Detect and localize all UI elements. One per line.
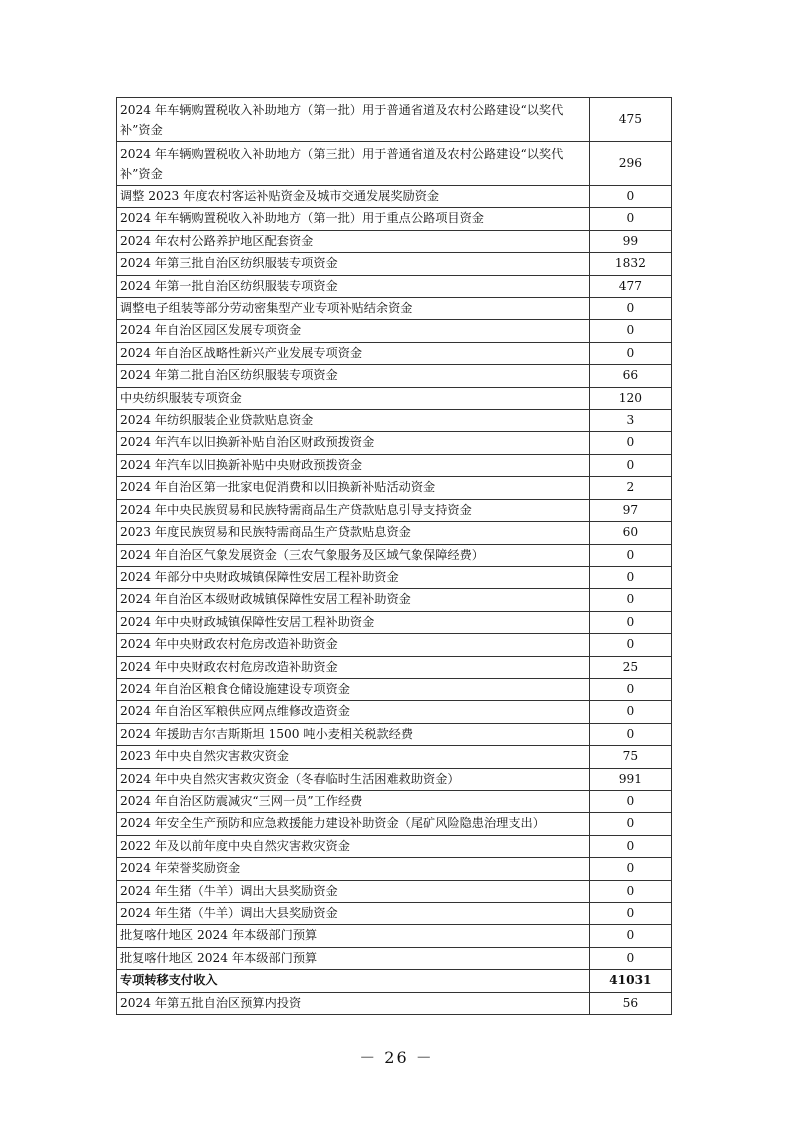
table-row [117,142,672,186]
item-name-cell: 2024 年安全生产预防和应急救援能力建设补助资金（尾矿风险隐患治理支出） [117,813,590,835]
table-row [117,275,672,297]
amount-cell: 0 [589,723,671,745]
table-row [117,589,672,611]
amount-cell: 296 [589,142,671,186]
item-name-cell: 2024 年生猪（牛羊）调出大县奖励资金 [117,903,590,925]
amount-cell: 0 [589,947,671,969]
item-name-cell: 2024 年中央财政农村危房改造补助资金 [117,656,590,678]
table-row [117,365,672,387]
amount-cell: 120 [589,387,671,409]
amount-cell: 41031 [589,970,671,992]
item-name-cell: 2024 年自治区军粮供应网点维修改造资金 [117,701,590,723]
table-row [117,790,672,812]
amount-cell: 0 [589,790,671,812]
item-name-cell: 2024 年纺织服装企业贷款贴息资金 [117,410,590,432]
item-name-cell: 2024 年生猪（牛羊）调出大县奖励资金 [117,880,590,902]
table-row [117,410,672,432]
item-name-cell: 2024 年车辆购置税收入补助地方（第三批）用于普通省道及农村公路建设“以奖代补”资金 [117,142,590,186]
item-name-cell: 调整电子组装等部分劳动密集型产业专项补贴结余资金 [117,298,590,320]
amount-cell: 75 [589,746,671,768]
amount-cell: 0 [589,454,671,476]
amount-cell: 0 [589,858,671,880]
item-name-cell: 2024 年自治区气象发展资金（三农气象服务及区域气象保障经费） [117,544,590,566]
table-row [117,701,672,723]
item-name-cell: 2024 年汽车以旧换新补贴中央财政预拨资金 [117,454,590,476]
table-row [117,298,672,320]
amount-cell: 0 [589,186,671,208]
table-row [117,387,672,409]
item-name-cell: 调整 2023 年度农村客运补贴资金及城市交通发展奖励资金 [117,186,590,208]
amount-cell: 25 [589,656,671,678]
amount-cell: 56 [589,992,671,1014]
table-row [117,992,672,1014]
table-row [117,98,672,142]
item-name-cell: 2024 年自治区防震减灾“三网一员”工作经费 [117,790,590,812]
table-row [117,880,672,902]
amount-cell: 99 [589,230,671,252]
item-name-cell: 2022 年及以前年度中央自然灾害救灾资金 [117,835,590,857]
item-name-cell: 2024 年援助吉尔吉斯斯坦 1500 吨小麦相关税款经费 [117,723,590,745]
amount-cell: 3 [589,410,671,432]
table-row [117,208,672,230]
table-row [117,253,672,275]
table-row [117,320,672,342]
amount-cell: 0 [589,611,671,633]
item-name-cell: 2024 年第五批自治区预算内投资 [117,992,590,1014]
item-name-cell: 专项转移支付收入 [117,970,590,992]
amount-cell: 0 [589,701,671,723]
table-row [117,723,672,745]
item-name-cell: 2024 年车辆购置税收入补助地方（第一批）用于重点公路项目资金 [117,208,590,230]
amount-cell: 0 [589,566,671,588]
table-row [117,678,672,700]
item-name-cell: 2023 年度民族贸易和民族特需商品生产贷款贴息资金 [117,522,590,544]
amount-cell: 0 [589,432,671,454]
table-row [117,454,672,476]
subtotal-row [117,970,672,992]
amount-cell: 0 [589,589,671,611]
amount-cell: 1832 [589,253,671,275]
amount-cell: 0 [589,678,671,700]
table-row [117,656,672,678]
budget-table-body [117,98,672,1015]
item-name-cell: 2024 年自治区园区发展专项资金 [117,320,590,342]
table-row [117,925,672,947]
amount-cell: 60 [589,522,671,544]
table-row [117,499,672,521]
item-name-cell: 2024 年自治区粮食仓储设施建设专项资金 [117,678,590,700]
item-name-cell: 2024 年自治区战略性新兴产业发展专项资金 [117,342,590,364]
item-name-cell: 2024 年车辆购置税收入补助地方（第一批）用于普通省道及农村公路建设“以奖代补”资金 [117,98,590,142]
table-row [117,768,672,790]
item-name-cell: 中央纺织服装专项资金 [117,387,590,409]
table-row [117,432,672,454]
item-name-cell: 2024 年荣誉奖励资金 [117,858,590,880]
amount-cell: 0 [589,903,671,925]
amount-cell: 0 [589,208,671,230]
item-name-cell: 2024 年自治区本级财政城镇保障性安居工程补助资金 [117,589,590,611]
table-row [117,230,672,252]
item-name-cell: 2024 年第三批自治区纺织服装专项资金 [117,253,590,275]
table-row [117,477,672,499]
table-row [117,186,672,208]
amount-cell: 0 [589,835,671,857]
table-row [117,634,672,656]
amount-cell: 2 [589,477,671,499]
amount-cell: 66 [589,365,671,387]
item-name-cell: 2024 年自治区第一批家电促消费和以旧换新补贴活动资金 [117,477,590,499]
item-name-cell: 2024 年中央民族贸易和民族特需商品生产贷款贴息引导支持资金 [117,499,590,521]
amount-cell: 0 [589,925,671,947]
item-name-cell: 批复喀什地区 2024 年本级部门预算 [117,925,590,947]
item-name-cell: 2024 年中央自然灾害救灾资金（冬春临时生活困难救助资金） [117,768,590,790]
table-row [117,813,672,835]
amount-cell: 0 [589,298,671,320]
item-name-cell: 2024 年中央财政农村危房改造补助资金 [117,634,590,656]
amount-cell: 991 [589,768,671,790]
amount-cell: 0 [589,813,671,835]
item-name-cell: 2024 年汽车以旧换新补贴自治区财政预拨资金 [117,432,590,454]
item-name-cell: 批复喀什地区 2024 年本级部门预算 [117,947,590,969]
amount-cell: 97 [589,499,671,521]
amount-cell: 0 [589,880,671,902]
item-name-cell: 2024 年第一批自治区纺织服装专项资金 [117,275,590,297]
table-row [117,342,672,364]
item-name-cell: 2023 年中央自然灾害救灾资金 [117,746,590,768]
budget-table [116,97,672,1015]
page-number: － 26 － [359,1048,434,1067]
item-name-cell: 2024 年中央财政城镇保障性安居工程补助资金 [117,611,590,633]
item-name-cell: 2024 年第二批自治区纺织服装专项资金 [117,365,590,387]
table-row [117,858,672,880]
amount-cell: 0 [589,320,671,342]
table-row [117,947,672,969]
amount-cell: 477 [589,275,671,297]
amount-cell: 0 [589,342,671,364]
table-row [117,835,672,857]
item-name-cell: 2024 年部分中央财政城镇保障性安居工程补助资金 [117,566,590,588]
table-row [117,903,672,925]
table-row [117,611,672,633]
table-row [117,522,672,544]
amount-cell: 0 [589,544,671,566]
item-name-cell: 2024 年农村公路养护地区配套资金 [117,230,590,252]
table-row [117,566,672,588]
amount-cell: 0 [589,634,671,656]
table-row [117,544,672,566]
table-row [117,746,672,768]
amount-cell: 475 [589,98,671,142]
